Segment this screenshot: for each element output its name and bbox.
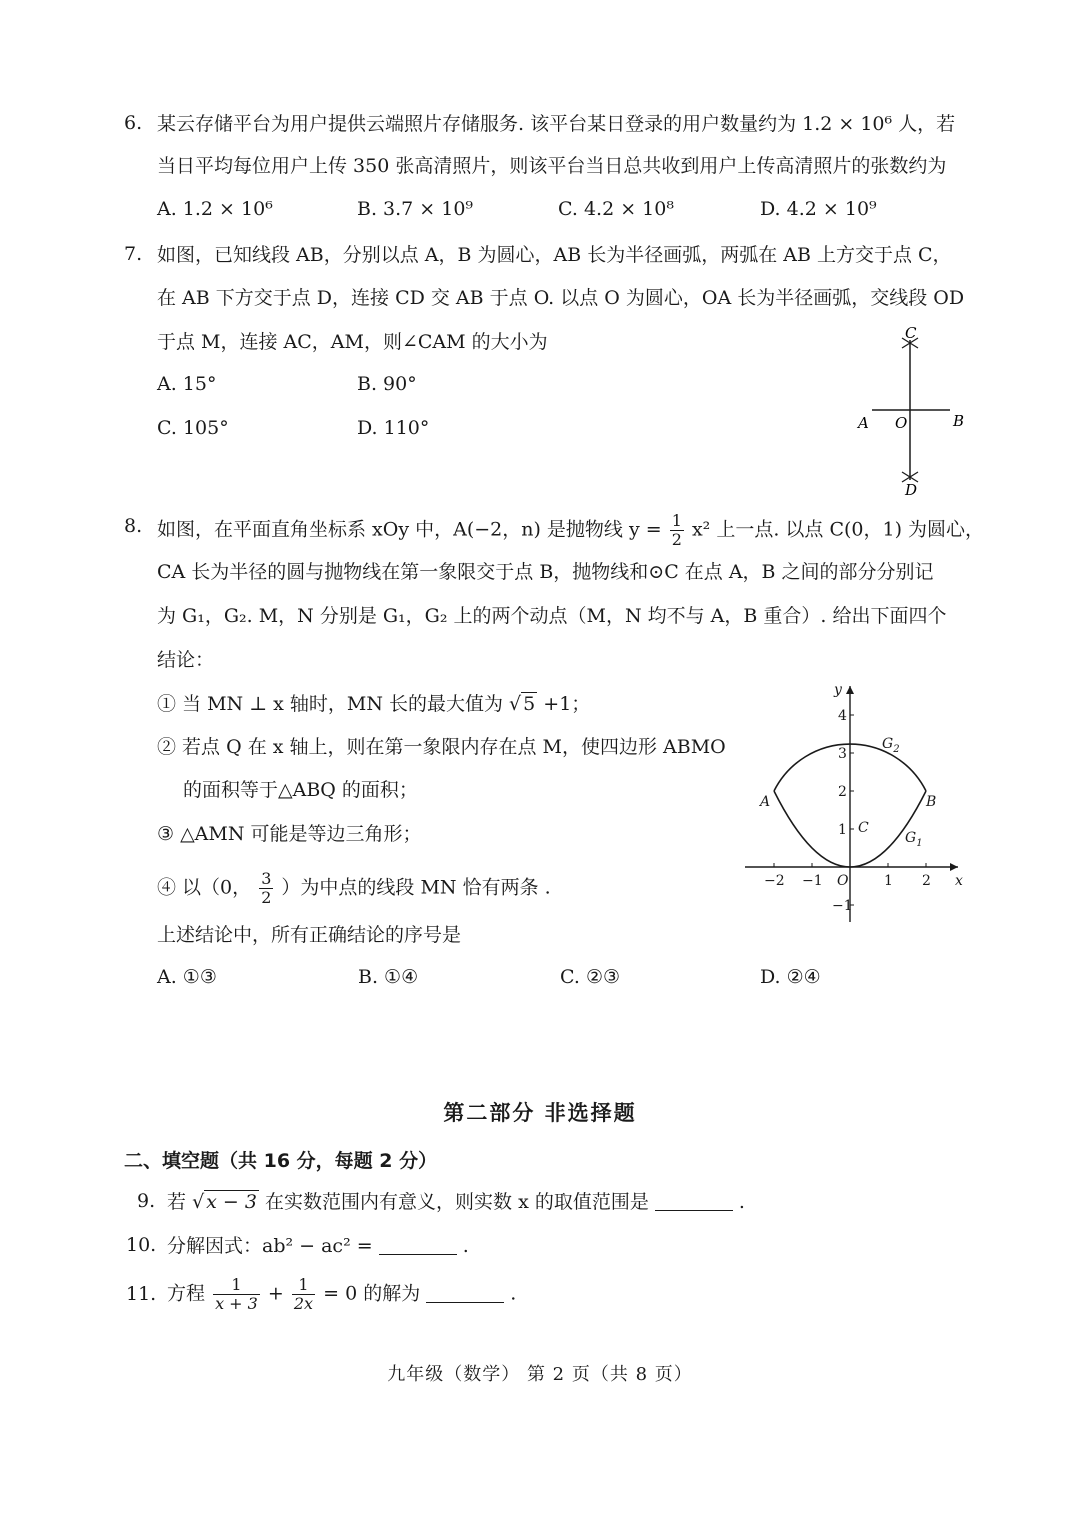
q11-text-b: = 0 的解为	[323, 1282, 421, 1305]
x-tick-label-neg2: −2	[764, 873, 785, 889]
q8-conclusion-4	[157, 870, 551, 907]
q8-fraction-half	[670, 512, 684, 549]
q8-number: 8.	[124, 515, 143, 537]
q10-answer-blank[interactable]	[379, 1236, 457, 1255]
q7-number: 7.	[124, 243, 143, 265]
q8-line4: 结论：	[157, 649, 215, 671]
q8-c1-sqrt: √ 5	[509, 693, 536, 715]
y-axis-label: y	[834, 682, 842, 698]
q10-text: 分解因式：ab² − ac² =	[167, 1235, 373, 1257]
q11-fraction-2	[292, 1276, 315, 1313]
q8-c1-radicand: 5	[523, 693, 536, 715]
q9-number: 9.	[137, 1190, 156, 1212]
y-tick-label-1: 1	[838, 822, 847, 838]
q10-number: 10.	[126, 1234, 157, 1256]
q9-text-b: 在实数范围内有意义，则实数 x 的取值范围是	[265, 1191, 649, 1213]
point-a-label: A	[760, 794, 771, 810]
q6-number: 6.	[124, 112, 143, 134]
label-c: C	[905, 324, 917, 342]
point-b-label: B	[926, 794, 937, 810]
x-axis-label: x	[955, 873, 963, 889]
label-o: O	[895, 414, 908, 432]
x-axis-arrow	[950, 863, 958, 871]
q8-c4-text: ④ 以（0，	[157, 876, 252, 899]
q8-graph	[740, 675, 975, 930]
q8-line2: CA 长为半径的圆与抛物线在第一象限交于点 B，抛物线和⊙C 在点 A，B 之间的部分分别记	[157, 561, 934, 583]
q8-c4-tail: ）为中点的线段 MN 恰有两条 .	[281, 876, 551, 899]
q7-option-b: B. 90°	[357, 373, 417, 395]
q7-option-c: C. 105°	[157, 417, 229, 439]
q8-frac-den: 2	[671, 530, 682, 549]
q11-number: 11.	[126, 1283, 157, 1305]
q8-question: 上述结论中，所有正确结论的序号是	[157, 924, 462, 946]
q8-line1-b: x² 上一点. 以点 C(0，1) 为圆心，	[691, 518, 985, 541]
q10-end: .	[462, 1235, 469, 1257]
q11-fraction-1	[213, 1276, 260, 1313]
label-b: B	[953, 412, 965, 430]
q7-line3: 于点 M，连接 AC，AM，则∠CAM 的大小为	[157, 331, 548, 353]
q11-f1-den: x + 3	[215, 1294, 258, 1313]
q6-option-b: B. 3.7 × 10⁹	[357, 198, 474, 220]
q9-end: .	[738, 1191, 745, 1213]
page-footer: 九年级（数学） 第 2 页（共 8 页）	[387, 1364, 693, 1385]
y-tick-label-neg1: −1	[832, 898, 853, 914]
q8-conclusion-3: ③ △AMN 可能是等边三角形；	[157, 823, 422, 845]
q8-c4-num: 3	[261, 869, 272, 888]
q8-c4-fraction	[259, 870, 273, 907]
x-tick-label-1: 1	[884, 873, 893, 889]
q9-text-a: 若	[167, 1191, 187, 1213]
x-tick-label-neg1: −1	[802, 873, 823, 889]
q11-text-a: 方程	[167, 1282, 206, 1305]
q7-option-a: A. 15°	[157, 373, 217, 395]
q11-line	[167, 1276, 516, 1313]
q8-conclusion-2b: 的面积等于△ABQ 的面积；	[183, 779, 418, 801]
q11-plus: +	[267, 1282, 284, 1305]
q8-line1	[157, 512, 984, 549]
q8-line3: 为 G₁，G₂. M，N 分别是 G₁，G₂ 上的两个动点（M，N 均不与 A，B 重合）. 给出下面四个	[157, 605, 947, 627]
q11-end: .	[510, 1282, 517, 1305]
q7-figure	[850, 322, 980, 502]
q8-option-c: C. ②③	[560, 966, 621, 988]
q6-option-d: D. 4.2 × 10⁹	[760, 198, 877, 220]
q8-option-d: D. ②④	[760, 966, 821, 988]
q6-line2: 当日平均每位用户上传 350 张高清照片，则该平台当日总共收到用户上传高清照片的张数约为	[157, 155, 947, 177]
q6-line1: 某云存储平台为用户提供云端照片存储服务. 该平台某日登录的用户数量约为 1.2 × 10⁶ 人，若	[157, 113, 956, 135]
q8-frac-num: 1	[671, 511, 682, 530]
q11-answer-blank[interactable]	[426, 1284, 504, 1303]
q8-c1-tail: +1；	[543, 693, 591, 715]
q11-f2-den: 2x	[293, 1294, 314, 1313]
y-tick-label-2: 2	[838, 784, 847, 800]
q11-f1-num: 1	[213, 1276, 260, 1295]
q9-sqrt: √ x − 3	[192, 1191, 257, 1213]
part-two-title: 第二部分 非选择题	[443, 1101, 637, 1125]
q9-radicand: x − 3	[206, 1191, 257, 1213]
q7-line2: 在 AB 下方交于点 D，连接 CD 交 AB 于点 O. 以点 O 为圆心，OA 长为半径画弧，交线段 OD	[157, 287, 965, 309]
origin-label: O	[837, 873, 849, 889]
label-d: D	[905, 481, 918, 499]
q9-answer-blank[interactable]	[655, 1192, 733, 1211]
y-tick-label-4: 4	[838, 708, 847, 724]
label-g2: $G_2$	[882, 736, 900, 755]
q8-conclusion-2a: ② 若点 Q 在 x 轴上，则在第一象限内存在点 M，使四边形 ABMO	[157, 736, 726, 758]
y-tick-label-3: 3	[838, 746, 847, 762]
label-g1: $G_1$	[905, 830, 923, 849]
q9-line	[167, 1188, 745, 1216]
q8-line1-a: 如图，在平面直角坐标系 xOy 中，A(−2，n) 是抛物线 y =	[157, 518, 662, 541]
x-tick-label-2: 2	[922, 873, 931, 889]
q8-option-b: B. ①④	[358, 966, 419, 988]
q8-c1-text: ① 当 MN ⊥ x 轴时，MN 长的最大值为	[157, 693, 503, 715]
q6-option-a: A. 1.2 × 10⁶	[157, 198, 273, 220]
q8-conclusion-1	[157, 690, 590, 718]
q10-line	[167, 1232, 469, 1260]
q7-option-d: D. 110°	[357, 417, 430, 439]
q7-line1: 如图，已知线段 AB，分别以点 A，B 为圆心，AB 长为半径画弧，两弧在 AB 上方交于点 C，	[157, 244, 952, 266]
point-c-label: C	[858, 820, 869, 836]
q8-option-a: A. ①③	[157, 966, 217, 988]
y-axis-arrow	[846, 686, 854, 694]
q11-f2-num: 1	[292, 1276, 315, 1295]
q6-option-c: C. 4.2 × 10⁸	[558, 198, 674, 220]
fill-in-section-title: 二、填空题（共 16 分，每题 2 分）	[124, 1150, 438, 1172]
label-a: A	[858, 414, 869, 432]
q8-c4-den: 2	[261, 888, 272, 907]
